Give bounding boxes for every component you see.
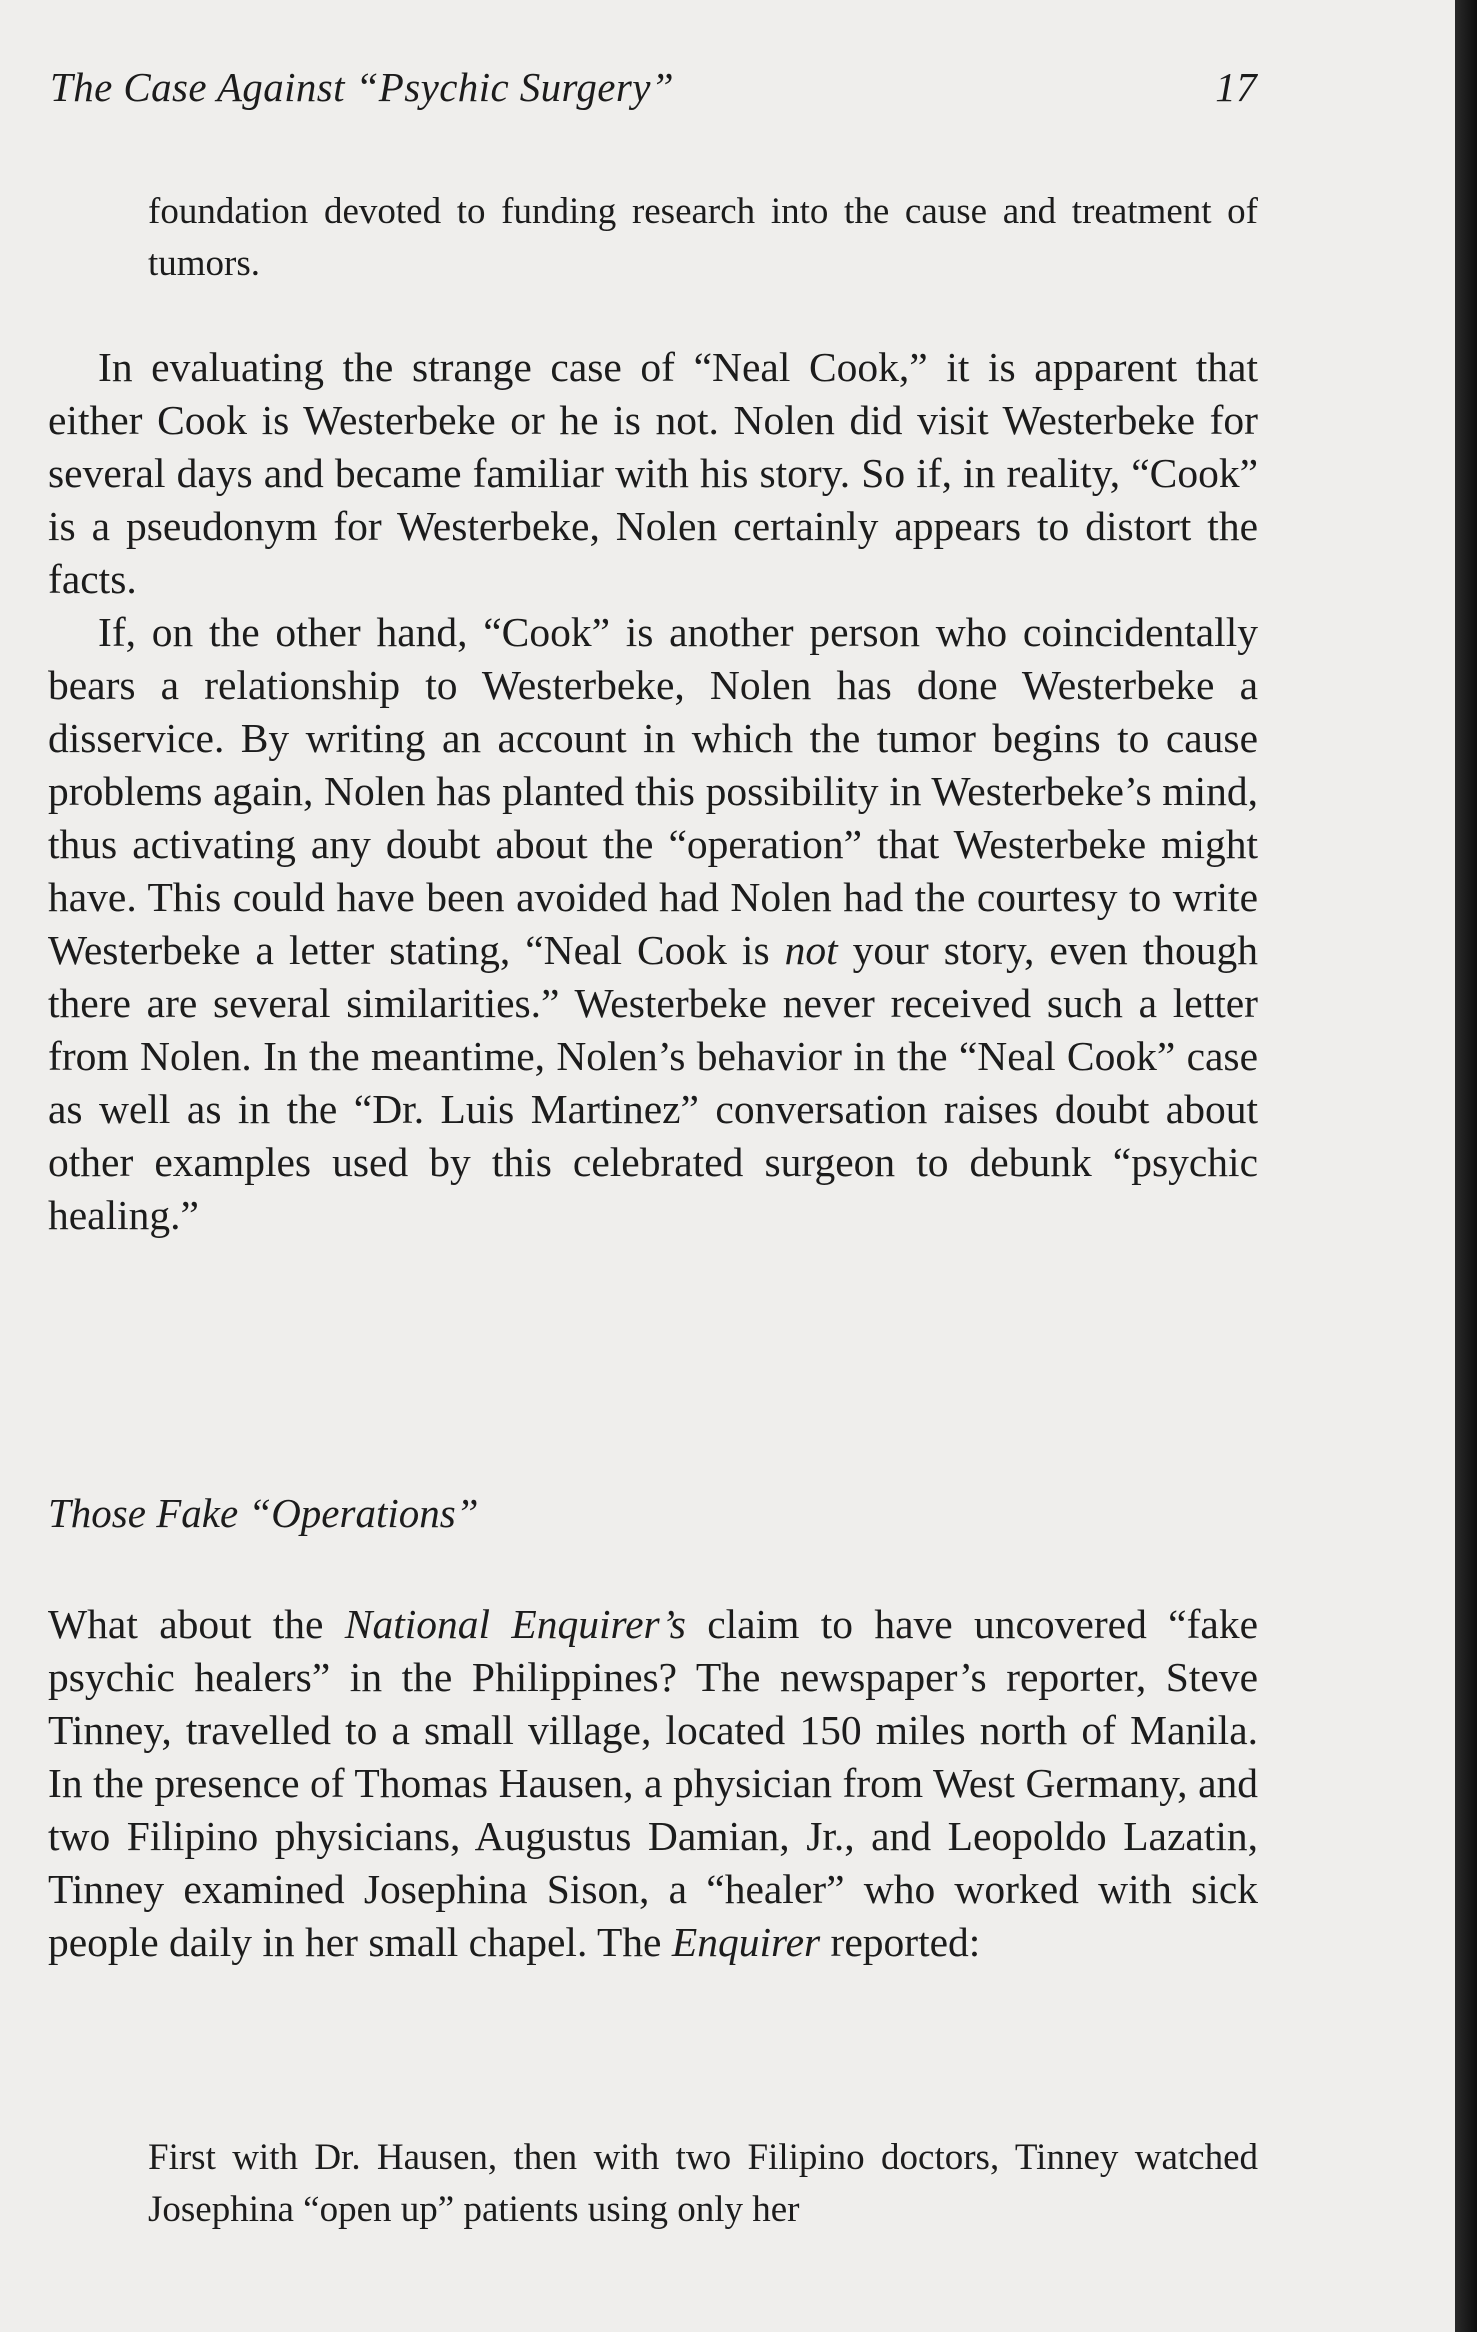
paragraph-3 [48,1598,1258,1969]
body-text-upper [48,341,1258,1242]
paragraph-2 [48,606,1258,1242]
paragraph-2-text: If, on the other hand, “Cook” is another person who coincidentally bears a relationship to Westerbeke, Nolen has done Westerbeke a disservice. By writing an account in which the tumor begins to cause problems again, Nolen has planted this possibility in Westerbeke’s mind, thus activating any doubt about the “operation” that Westerbeke might have. This could have been avoided had Nolen had the courtesy to write Westerbeke a letter stating, “Neal Cook is [48,609,1258,973]
running-head-title: The Case Against “Psychic Surgery” [50,64,675,110]
block-quote-text: First with Dr. Hausen, then with two Filipino doctors, Tinney watched Josephina “open up” patients using only her [148,2137,1258,2230]
page-number: 17 [1215,64,1257,110]
publication-title: National Enquirer’s [344,1601,686,1647]
paragraph-3-text-continued: claim to have uncovered “fake psychic healers” in the Philippines? The newspaper’s reporter, Steve Tinney, travelled to a small village, located 150 miles north of Manila. In the presence of Thomas Hausen, a physician from West Germany, and two Filipino physicians, Augustus Damian, Jr., and Leopoldo Lazatin, Tinney examined Josephina Sison, a “healer” who worked with sick people daily in her small chapel. The [48,1601,1258,1965]
paragraph-2-emphasis: not [784,927,838,973]
binding-edge [1455,0,1477,2332]
paragraph-1: In evaluating the strange case of “Neal Cook,” it is apparent that either Cook is Westerbeke or he is not. Nolen did visit Westerbeke for several days and became familiar with his story. So if, in reality, “Cook” is a pseudonym for Westerbeke, Nolen certainly appears to distort the facts. [48,344,1258,602]
section-heading: Those Fake “Operations” [48,1490,479,1536]
publication-title-short: Enquirer [671,1919,821,1965]
quote-continuation [148,186,1258,290]
block-quote [148,2132,1258,2236]
running-head [50,62,1257,112]
body-text-lower [48,1598,1258,1969]
paragraph-3-text: What about the [48,1601,345,1647]
paragraph-2-text-continued: your story, even though there are several similarities.” Westerbeke never received such a letter from Nolen. In the meantime, Nolen’s behavior in the “Neal Cook” case as well as in the “Dr. Luis Martinez” conversation raises doubt about other examples used by this celebrated surgeon to debunk “psychic healing.” [48,927,1258,1238]
quote-continuation-text: foundation devoted to funding research into the cause and treatment of tumors. [148,191,1258,284]
paragraph-3-text-end: reported: [820,1919,981,1965]
